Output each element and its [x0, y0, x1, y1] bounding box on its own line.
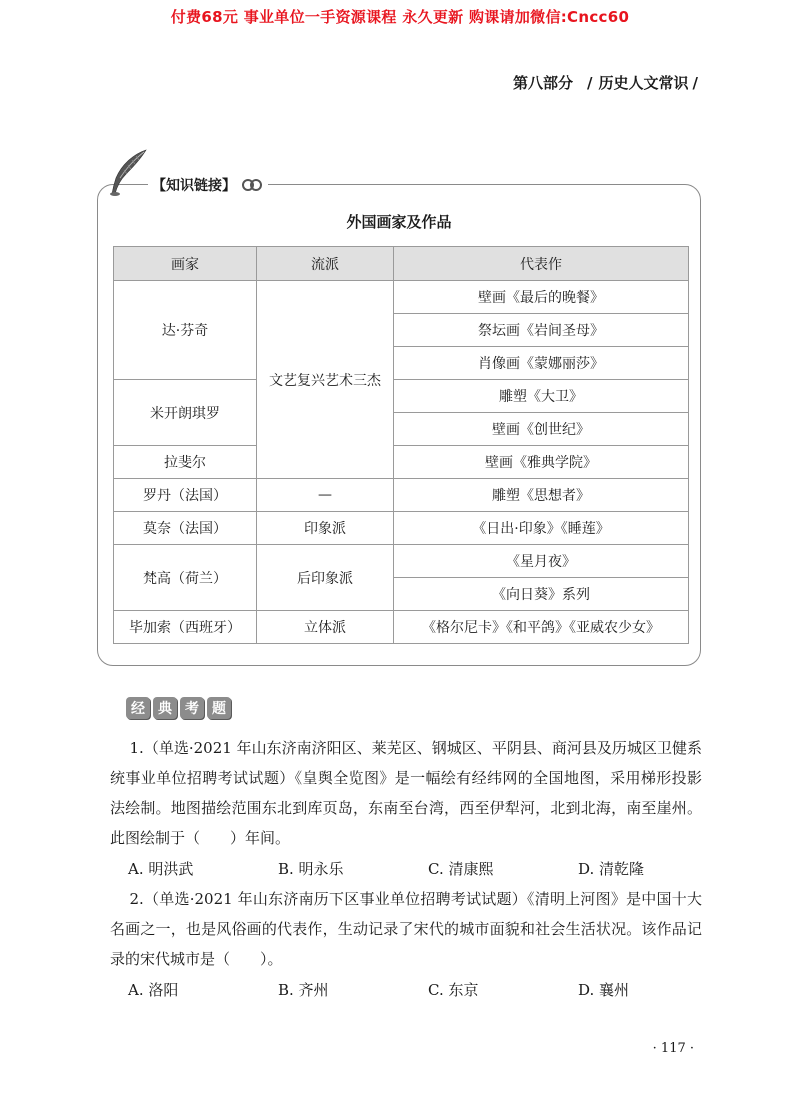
rings-icon: [240, 178, 264, 192]
question-1: [110, 733, 702, 853]
work-cell: 《向日葵》系列: [394, 578, 689, 611]
option-d: D. 襄州: [578, 981, 630, 999]
question-text: 1.（单选·2021 年山东济南济阳区、莱芜区、钢城区、平阴县、商河县及历城区卫健系统事业单位招聘考试试题）《皇舆全览图》是一幅绘有经纬网的全国地图，采用梯形投影法绘制。地图描绘范围东北到库页岛，东南至台湾，西至伊犁河，北到北海，南至崖州。此图绘制于（ ）年间。: [110, 739, 702, 847]
column-header: 流派: [257, 247, 394, 281]
badge-char: 题: [207, 697, 231, 719]
badge-char: 经: [126, 697, 150, 719]
painters-table: [113, 246, 689, 644]
badge-char: 考: [180, 697, 204, 719]
work-cell: 壁画《最后的晚餐》: [394, 281, 689, 314]
school-cell: 印象派: [257, 512, 394, 545]
painter-cell: 毕加索（西班牙）: [114, 611, 257, 644]
page-header: 第八部分 / 历史人文常识 /: [513, 74, 698, 92]
option-c: C. 清康熙: [428, 860, 494, 878]
work-cell: 《格尔尼卡》《和平鸽》《亚威农少女》: [394, 611, 689, 644]
work-cell: 壁画《雅典学院》: [394, 446, 689, 479]
school-cell: —: [257, 479, 394, 512]
knowledge-tag: [148, 175, 268, 195]
table-row: [114, 380, 689, 413]
painter-cell: 拉斐尔: [114, 446, 257, 479]
question-2-options: [128, 975, 708, 1005]
section-label: 历史人文常识: [598, 74, 689, 92]
top-banner: 付费68元 事业单位一手资源课程 永久更新 购课请加微信:Cncc60: [170, 8, 630, 26]
table-header-row: [114, 247, 689, 281]
school-cell: 后印象派: [257, 545, 394, 611]
work-cell: 肖像画《蒙娜丽莎》: [394, 347, 689, 380]
option-b: B. 明永乐: [278, 860, 344, 878]
quill-icon: [106, 148, 150, 198]
knowledge-tag-label: 【知识链接】: [152, 178, 236, 194]
painter-cell: 罗丹（法国）: [114, 479, 257, 512]
work-cell: 《日出·印象》《睡莲》: [394, 512, 689, 545]
work-cell: 雕塑《思想者》: [394, 479, 689, 512]
column-header: 代表作: [394, 247, 689, 281]
part-label: 第八部分: [513, 74, 574, 92]
table-row: [114, 479, 689, 512]
option-c: C. 东京: [428, 981, 479, 999]
painter-cell: 米开朗琪罗: [114, 380, 257, 446]
work-cell: 雕塑《大卫》: [394, 380, 689, 413]
option-a: A. 洛阳: [128, 981, 179, 999]
column-header: 画家: [114, 247, 257, 281]
question-text: 2.（单选·2021 年山东济南历下区事业单位招聘考试试题）《清明上河图》是中国十大名画之一，也是风俗画的代表作，生动记录了宋代的城市面貌和社会生活状况。该作品记录的宋代城市是（ ）。: [110, 890, 702, 968]
painter-cell: 达·芬奇: [114, 281, 257, 380]
table-title: 外国画家及作品: [346, 213, 452, 231]
school-cell: 文艺复兴艺术三杰: [257, 281, 394, 479]
painter-cell: 莫奈（法国）: [114, 512, 257, 545]
table-row: [114, 545, 689, 578]
painter-cell: 梵高（荷兰）: [114, 545, 257, 611]
question-1-options: [128, 854, 708, 884]
option-d: D. 清乾隆: [578, 860, 645, 878]
table-row: [114, 446, 689, 479]
option-a: A. 明洪武: [128, 860, 194, 878]
option-b: B. 齐州: [278, 981, 329, 999]
school-cell: 立体派: [257, 611, 394, 644]
table-row: [114, 281, 689, 314]
badge-char: 典: [153, 697, 177, 719]
table-row: [114, 512, 689, 545]
page-number: · 117 ·: [652, 1041, 694, 1056]
work-cell: 《星月夜》: [394, 545, 689, 578]
question-2: [110, 884, 702, 974]
work-cell: 祭坛画《岩间圣母》: [394, 314, 689, 347]
work-cell: 壁画《创世纪》: [394, 413, 689, 446]
table-row: [114, 611, 689, 644]
classic-exam-badge: [126, 697, 231, 719]
